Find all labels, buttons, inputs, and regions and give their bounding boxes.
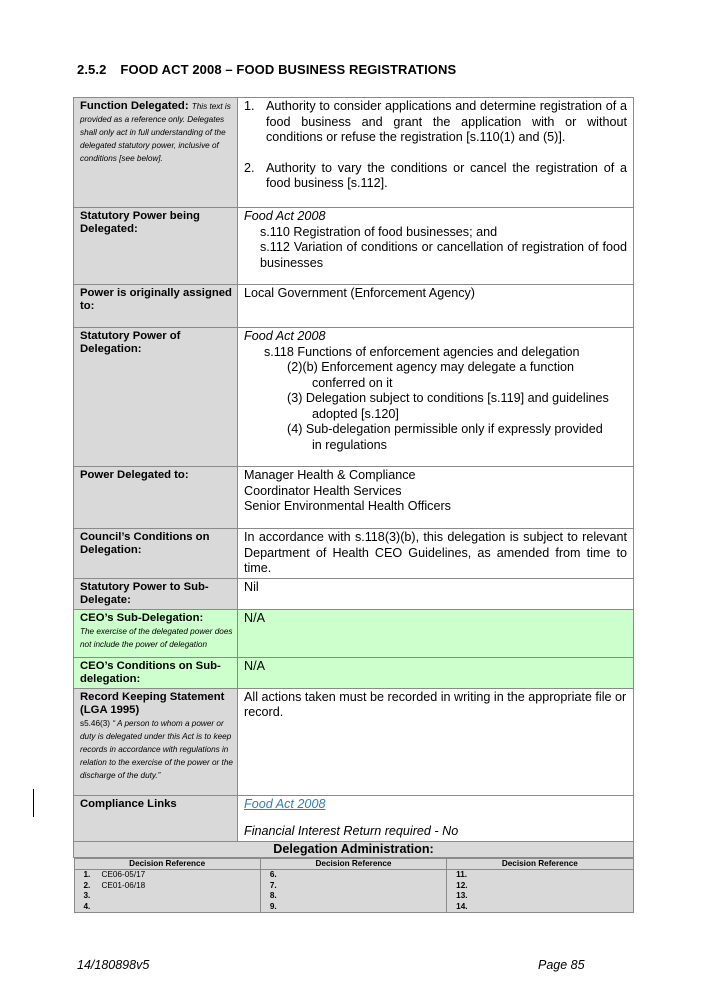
- subsection: [244, 391, 627, 422]
- admin-title: Delegation Administration:: [74, 841, 634, 857]
- revision-change-bar: [33, 789, 34, 817]
- subsection-text-cont: adopted [s.120]: [312, 406, 399, 421]
- row-function-delegated: [74, 98, 634, 208]
- page-number: Page 85: [538, 958, 585, 972]
- row-council-conditions: [74, 529, 634, 579]
- section-line: s.118 Functions of enforcement agencies and delegation: [264, 344, 580, 359]
- row-ceo-sub-delegation: [74, 609, 634, 657]
- record-keeping-quote: “ A person to whom a power or duty is delegated under this Act is to keep records in accordance with regulations in relation to the exercise of the power or the discharge of the duty.”: [80, 718, 233, 780]
- ref-number: 14.: [456, 901, 468, 911]
- compliance-links-label: Compliance Links: [80, 797, 177, 810]
- act-name: Food Act 2008: [244, 209, 326, 223]
- row-admin-title: [74, 841, 634, 857]
- ref-number: 2.: [83, 880, 91, 890]
- value-cell: [238, 657, 634, 688]
- row-delegated-to: [74, 467, 634, 529]
- ceo-sub-delegation-label: CEO’s Sub-Delegation:: [80, 611, 204, 624]
- originally-assigned-value: Local Government (Enforcement Agency): [244, 286, 475, 300]
- label-cell: [74, 578, 238, 609]
- row-originally-assigned: [74, 285, 634, 328]
- value-cell: [238, 795, 634, 841]
- section-heading: [77, 62, 456, 77]
- ref-number: 12.: [456, 880, 468, 890]
- record-keeping-section: s5.46(3): [80, 718, 111, 728]
- council-conditions-value: In accordance with s.118(3)(b), this delegation is subject to relevant Department of Health CEO Guidelines, as amended from time to time.: [244, 530, 627, 575]
- ceo-sub-delegation-note: The exercise of the delegated power does not include the power of delegation: [80, 626, 233, 649]
- label-cell: [74, 98, 238, 208]
- value-cell: [238, 208, 634, 285]
- ref-number: 1.: [83, 870, 91, 879]
- value-cell: [238, 328, 634, 467]
- decision-column-1: [74, 870, 260, 913]
- subsection: [244, 422, 627, 453]
- delegate-name: Coordinator Health Services: [244, 483, 402, 498]
- delegate-name: Senior Environmental Health Officers: [244, 499, 451, 513]
- value-cell: [238, 529, 634, 579]
- label-cell: [74, 285, 238, 328]
- label-cell: [74, 657, 238, 688]
- function-list: [244, 99, 627, 192]
- decision-column-3: [447, 870, 633, 913]
- item-number: 2.: [244, 160, 255, 175]
- column-header: Decision Reference: [74, 858, 260, 870]
- row-record-keeping: [74, 688, 634, 795]
- ceo-sub-delegation-value: N/A: [244, 610, 265, 625]
- record-keeping-value: All actions taken must be recorded in writing in the appropriate file or record.: [244, 689, 627, 719]
- decision-column-2: [260, 870, 446, 913]
- table-row: [74, 858, 633, 870]
- row-power-of-delegation: [74, 328, 634, 467]
- list-item: [244, 161, 627, 192]
- section-line: s.110 Registration of food businesses; and: [260, 224, 498, 239]
- value-cell: [238, 688, 634, 795]
- ref-number: 8.: [269, 891, 277, 900]
- label-cell: [74, 609, 238, 657]
- label-cell: [74, 328, 238, 467]
- label-cell: [74, 529, 238, 579]
- ceo-conditions-value: N/A: [244, 658, 265, 673]
- ref-number: 13.: [456, 891, 468, 900]
- food-act-link[interactable]: Food Act 2008: [244, 796, 326, 811]
- value-cell: [238, 467, 634, 529]
- subsection: [244, 360, 627, 391]
- financial-interest-note: Financial Interest Return required - No: [244, 824, 459, 838]
- label-cell: [74, 688, 238, 795]
- column-header: Decision Reference: [447, 858, 633, 870]
- record-keeping-label: Record Keeping Statement (LGA 1995): [80, 690, 225, 716]
- act-name: Food Act 2008: [244, 329, 326, 343]
- power-of-delegation-label: Statutory Power of Delegation:: [80, 330, 181, 355]
- item-text: Authority to vary the conditions or cancel the registration of a food business [s.112].: [266, 160, 627, 190]
- item-text: Authority to consider applications and determine registration of a food business and grant the application with or without conditions or refuse the registration [s.110(1) and (5)].: [266, 99, 627, 144]
- ref-number: 3.: [83, 891, 91, 900]
- subsection-text: (3) Delegation subject to conditions [s.119] and guidelines: [287, 391, 609, 405]
- ref-number: 7.: [269, 880, 277, 890]
- sub-delegate-value: Nil: [244, 579, 259, 594]
- row-statutory-power: [74, 208, 634, 285]
- ref-number: 6.: [269, 870, 277, 879]
- section-number: 2.5.2: [77, 62, 107, 77]
- value-cell: [238, 609, 634, 657]
- item-number: 1.: [244, 99, 255, 113]
- column-header: Decision Reference: [260, 858, 446, 870]
- decision-reference-table: [74, 858, 634, 914]
- ref-number: 11.: [456, 870, 468, 879]
- subsection-text: (2)(b) Enforcement agency may delegate a function: [287, 360, 575, 374]
- table-row: [74, 870, 633, 913]
- subsection-text-cont: conferred on it: [312, 375, 393, 390]
- value-cell: [238, 98, 634, 208]
- record-keeping-note: [80, 719, 233, 780]
- section-title: FOOD ACT 2008 – FOOD BUSINESS REGISTRATIONS: [120, 62, 457, 77]
- row-ceo-conditions: [74, 657, 634, 688]
- value-cell: [238, 578, 634, 609]
- originally-assigned-label: Power is originally assigned to:: [80, 287, 232, 312]
- subsection-text: (4) Sub-delegation permissible only if expressly provided: [287, 422, 603, 436]
- function-delegated-label: Function Delegated:: [80, 100, 189, 112]
- statutory-power-label: Statutory Power being Delegated:: [80, 210, 200, 235]
- ceo-conditions-label: CEO’s Conditions on Sub-delegation:: [80, 659, 221, 685]
- delegation-table: [73, 97, 634, 913]
- subsection-text-cont: in regulations: [312, 437, 387, 452]
- label-cell: [74, 467, 238, 529]
- ref-number: 9.: [269, 901, 277, 911]
- label-cell: [74, 208, 238, 285]
- row-sub-delegate: [74, 578, 634, 609]
- delegate-name: Manager Health & Compliance: [244, 468, 416, 482]
- ref-value: CE01-06/18: [101, 880, 146, 890]
- ref-value: CE06-05/17: [101, 870, 146, 879]
- list-gap: [244, 146, 627, 161]
- sub-delegate-label: Statutory Power to Sub-Delegate:: [80, 580, 209, 606]
- council-conditions-label: Council’s Conditions on Delegation:: [80, 531, 210, 556]
- label-cell: [74, 795, 238, 841]
- document-reference: 14/180898v5: [77, 958, 150, 972]
- row-compliance-links: [74, 795, 634, 841]
- delegated-to-label: Power Delegated to:: [80, 469, 189, 481]
- admin-grid-cell: [74, 857, 634, 913]
- function-delegated-note: This text is provided as a reference only. Delegates shall only act in full understanding of the delegated statutory power, inclusive of conditions [see below].: [80, 102, 231, 163]
- ref-number: 4.: [83, 901, 91, 911]
- row-admin-grid: [74, 857, 634, 913]
- value-cell: [238, 285, 634, 328]
- section-line: s.112 Variation of conditions or cancellation of registration of food businesses: [260, 240, 627, 270]
- list-item: [244, 99, 627, 146]
